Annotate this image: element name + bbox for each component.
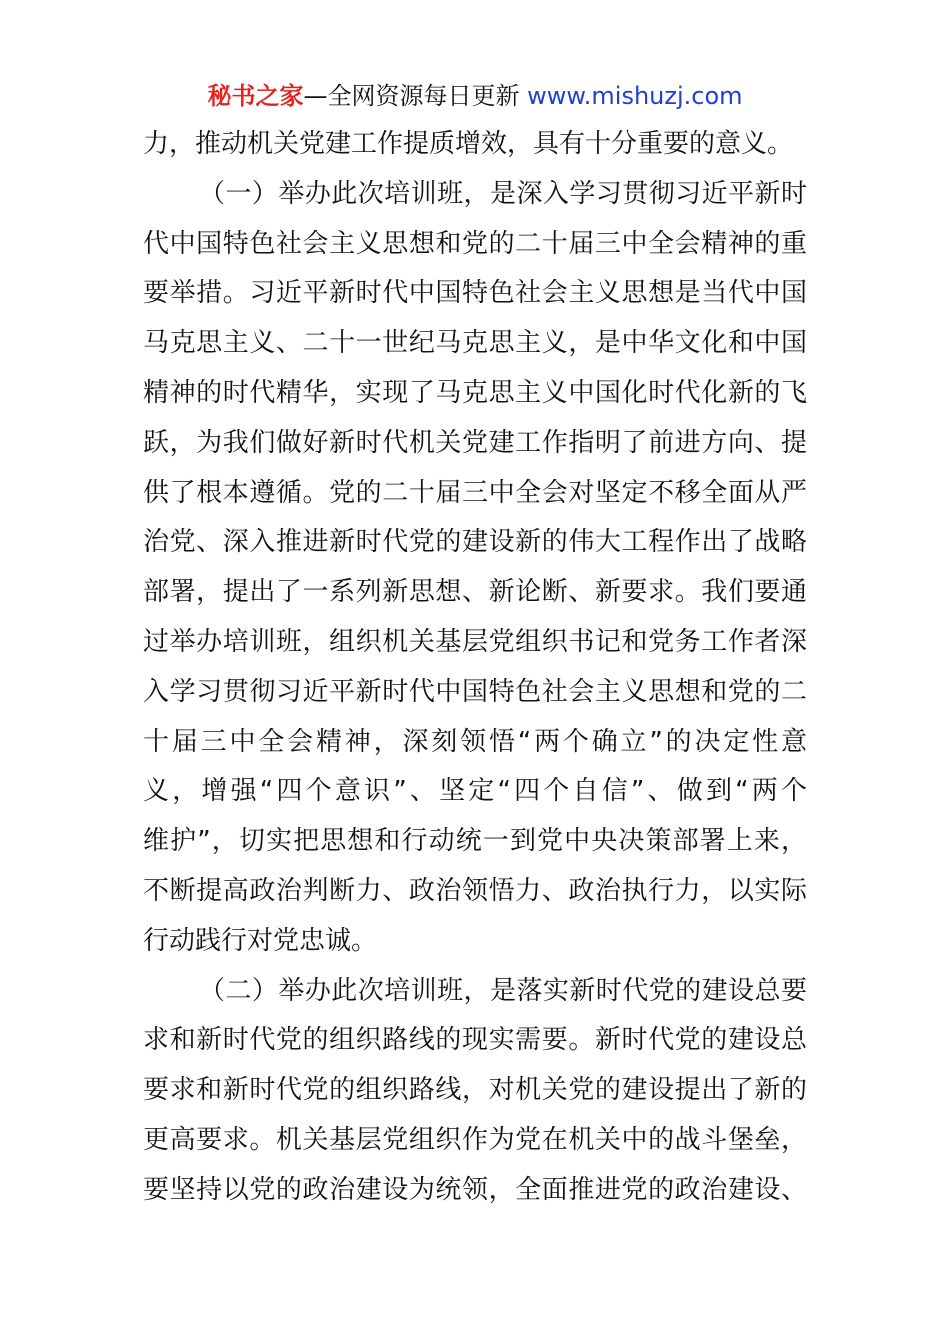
- paragraph-1-first-line: （一）举办此次培训班，是深入学习贯彻习近平新时: [199, 178, 807, 209]
- site-url-link[interactable]: www.mishuzj.com: [527, 82, 743, 110]
- text-line: 义，增强“四个意识”、坚定“四个自信”、做到“两个: [143, 776, 807, 807]
- text-line: 不断提高政治判断力、政治领悟力、政治执行力，以实际: [143, 875, 807, 906]
- paragraph-2-first-line: （二）举办此次培训班，是落实新时代党的建设总要: [199, 975, 807, 1006]
- text-line: 要坚持以党的政治建设为统领，全面推进党的政治建设、: [143, 1174, 807, 1205]
- text-line: 马克思主义、二十一世纪马克思主义，是中华文化和中国: [143, 328, 807, 359]
- text-line: 代中国特色社会主义思想和党的二十届三中全会精神的重: [143, 228, 807, 259]
- text-line: 要举措。习近平新时代中国特色社会主义思想是当代中国: [143, 278, 807, 309]
- site-brand: 秘书之家: [207, 82, 304, 110]
- text-line: 更高要求。机关基层党组织作为党在机关中的战斗堡垒，: [143, 1124, 807, 1155]
- site-tagline: —全网资源每日更新: [303, 82, 520, 110]
- text-line: 精神的时代精华，实现了马克思主义中国化时代化新的飞: [143, 377, 807, 408]
- paragraph-1-last-line: 行动践行对党忠诚。: [143, 925, 378, 956]
- site-header: [0, 80, 950, 112]
- text-line: 过举办培训班，组织机关基层党组织书记和党务工作者深: [143, 626, 807, 657]
- text-line: 求和新时代党的组织路线的现实需要。新时代党的建设总: [143, 1025, 807, 1056]
- text-line: 维护”，切实把思想和行动统一到党中央决策部署上来，: [143, 826, 807, 857]
- text-line: 治党、深入推进新时代党的建设新的伟大工程作出了战略: [143, 527, 807, 558]
- text-line: 十届三中全会精神，深刻领悟“两个确立”的决定性意: [143, 726, 807, 757]
- text-line: 供了根本遵循。党的二十届三中全会对坚定不移全面从严: [143, 477, 807, 508]
- text-line: 跃，为我们做好新时代机关党建工作指明了前进方向、提: [143, 427, 807, 458]
- text-line: 入学习贯彻习近平新时代中国特色社会主义思想和党的二: [143, 676, 807, 707]
- text-line-continuation: 力，推动机关党建工作提质增效，具有十分重要的意义。: [143, 129, 794, 159]
- text-line: 部署，提出了一系列新思想、新论断、新要求。我们要通: [143, 577, 807, 608]
- document-body: [143, 120, 807, 1216]
- text-line: 要求和新时代党的组织路线，对机关党的建设提出了新的: [143, 1075, 807, 1106]
